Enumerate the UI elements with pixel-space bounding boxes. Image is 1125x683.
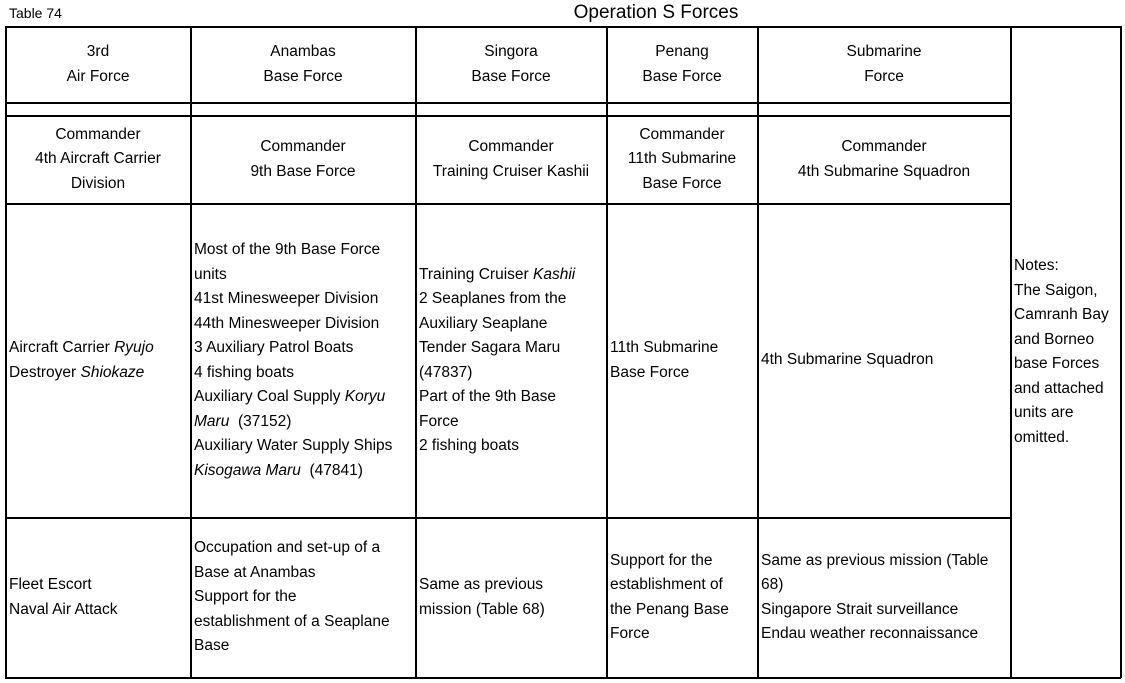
header-cell: Singora Base Force [471,43,551,85]
table-border-right [1120,26,1122,678]
header-cell: Anambas Base Force [263,43,343,85]
commander-cell: Commander Training Cruiser Kashii [432,138,590,180]
table-label: Table 74 [9,5,62,21]
header-bottom-rule [5,102,1011,104]
commander-cell: Commander 4th Submarine Squadron [797,138,971,180]
notes-cell: Notes: The Saigon, Camranh Bay and Borneo base Forces and attached units are omitted. [1014,257,1109,446]
units-cell-submarine: 4th Submarine Squadron [761,351,934,369]
mission-cell: Same as previous mission (Table 68) Singapore Strait surveillance Endau weather reconnaissance [761,551,989,642]
units-cell-penang: 11th Submarine Base Force [610,339,719,381]
units-cell-singora: Training Cruiser Kashii 2 Seaplanes from the Auxiliary Seaplane Tender Sagara Maru (47837) Part of the 9th Base Force 2 fishing boats [419,265,576,454]
header-cell: Submarine Force [846,43,922,85]
mission-cell: Fleet Escort Naval Air Attack [9,576,118,618]
commander-cell: Commander 11th Submarine Base Force [627,125,737,192]
units-cell-anambas: Most of the 9th Base Force units 41st Minesweeper Division 44th Minesweeper Division 3 Auxiliary Patrol Boats 4 fishing boats Auxiliary Coal Supply Koryu Maru (37152) Auxiliary Water Supply Ships Kisogawa Maru (47841) [194,241,393,479]
mission-cell: Occupation and set-up of a Base at Anambas Support for the establishment of a Seaplane Base [194,539,390,655]
mission-cell: Same as previous mission (Table 68) [419,576,545,618]
commander-cell: Commander 4th Aircraft Carrier Division [35,125,161,192]
table-title: Operation S Forces [573,2,739,23]
units-cell-air-force: Aircraft Carrier Ryujo Destroyer Shiokaze [9,339,154,381]
header-cell: Penang Base Force [642,43,722,85]
commander-cell: Commander 9th Base Force [250,138,356,180]
header-cell: 3rd Air Force [66,43,130,85]
mission-cell: Support for the establishment of the Penang Base Force [610,551,729,642]
table-border-bottom [5,677,1121,679]
